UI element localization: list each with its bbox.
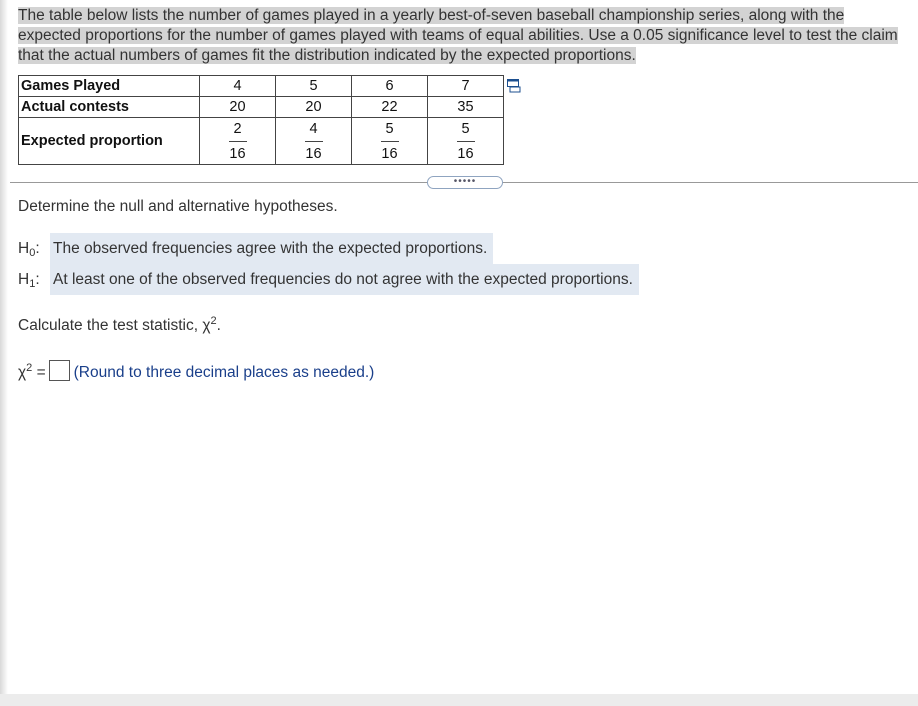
chi-superscript: 2 bbox=[26, 361, 33, 374]
alternative-hypothesis bbox=[18, 264, 666, 295]
games-cell: 7 bbox=[428, 76, 504, 97]
expected-cell bbox=[428, 118, 504, 165]
chi-symbol: χ bbox=[18, 364, 27, 381]
actual-cell: 20 bbox=[276, 97, 352, 118]
h1-subscript: 1 bbox=[29, 278, 36, 290]
h0-symbol: $H_0$: bbox=[18, 240, 40, 259]
left-edge-shadow bbox=[0, 0, 8, 706]
denominator: 16 bbox=[305, 145, 322, 162]
copy-icon[interactable] bbox=[507, 79, 521, 93]
games-cell: 6 bbox=[352, 76, 428, 97]
h0-answer[interactable]: The observed frequencies agree with the expected proportions. bbox=[50, 233, 493, 264]
rounding-note: (Round to three decimal places as needed.) bbox=[73, 364, 375, 381]
denominator: 16 bbox=[381, 145, 398, 162]
fraction bbox=[305, 120, 323, 163]
actual-cell: 35 bbox=[428, 97, 504, 118]
games-played-label: Games Played bbox=[19, 76, 200, 97]
games-cell: 4 bbox=[200, 76, 276, 97]
actual-cell: 20 bbox=[200, 97, 276, 118]
question-test-statistic: Calculate the test statistic, $\chi^2$. bbox=[18, 315, 221, 335]
null-hypothesis bbox=[18, 233, 666, 264]
numerator: 2 bbox=[233, 120, 242, 137]
games-cell: 5 bbox=[276, 76, 352, 97]
h0-subscript: 0 bbox=[29, 247, 36, 259]
fraction bbox=[381, 120, 399, 163]
numerator: 4 bbox=[309, 120, 318, 137]
h1-symbol: $H_1$: bbox=[18, 271, 40, 290]
problem-text: The table below lists the number of games played in a yearly best-of-seven baseball championship series, along with the expected proportions for the number of games played with teams of equal abilities. Use a 0.05 significance level to test the claim that the actual numbers of games fit the distribution indicated by the expected proportions. bbox=[18, 7, 898, 64]
answer-row bbox=[18, 360, 374, 382]
table-row-actual bbox=[19, 97, 504, 118]
expected-cell bbox=[200, 118, 276, 165]
copy-icon-svg bbox=[507, 79, 521, 93]
table-row-games bbox=[19, 76, 504, 97]
denominator: 16 bbox=[457, 145, 474, 162]
expected-cell bbox=[352, 118, 428, 165]
more-button[interactable]: ••••• bbox=[427, 176, 503, 189]
h1-letter: H bbox=[18, 271, 30, 288]
fraction bbox=[457, 120, 475, 163]
equals-sign: = bbox=[36, 364, 46, 381]
table-row-expected bbox=[19, 118, 504, 165]
actual-cell: 22 bbox=[352, 97, 428, 118]
games-table bbox=[18, 75, 504, 165]
actual-contests-label: Actual contests bbox=[19, 97, 200, 118]
expected-proportion-label: Expected proportion bbox=[19, 118, 200, 165]
numerator: 5 bbox=[461, 120, 470, 137]
question2-superscript: 2 bbox=[210, 315, 217, 327]
question2-text: Calculate the test statistic, χ bbox=[18, 317, 211, 335]
h0-letter: H bbox=[18, 240, 30, 257]
problem-statement bbox=[18, 6, 910, 66]
bottom-bar bbox=[0, 694, 918, 706]
denominator: 16 bbox=[229, 145, 246, 162]
question-hypotheses: Determine the null and alternative hypotheses. bbox=[18, 198, 338, 215]
numerator: 5 bbox=[385, 120, 394, 137]
answer-input[interactable] bbox=[49, 360, 70, 381]
h1-answer[interactable]: At least one of the observed frequencies do not agree with the expected proportions. bbox=[50, 264, 639, 295]
fraction bbox=[229, 120, 247, 163]
expected-cell bbox=[276, 118, 352, 165]
